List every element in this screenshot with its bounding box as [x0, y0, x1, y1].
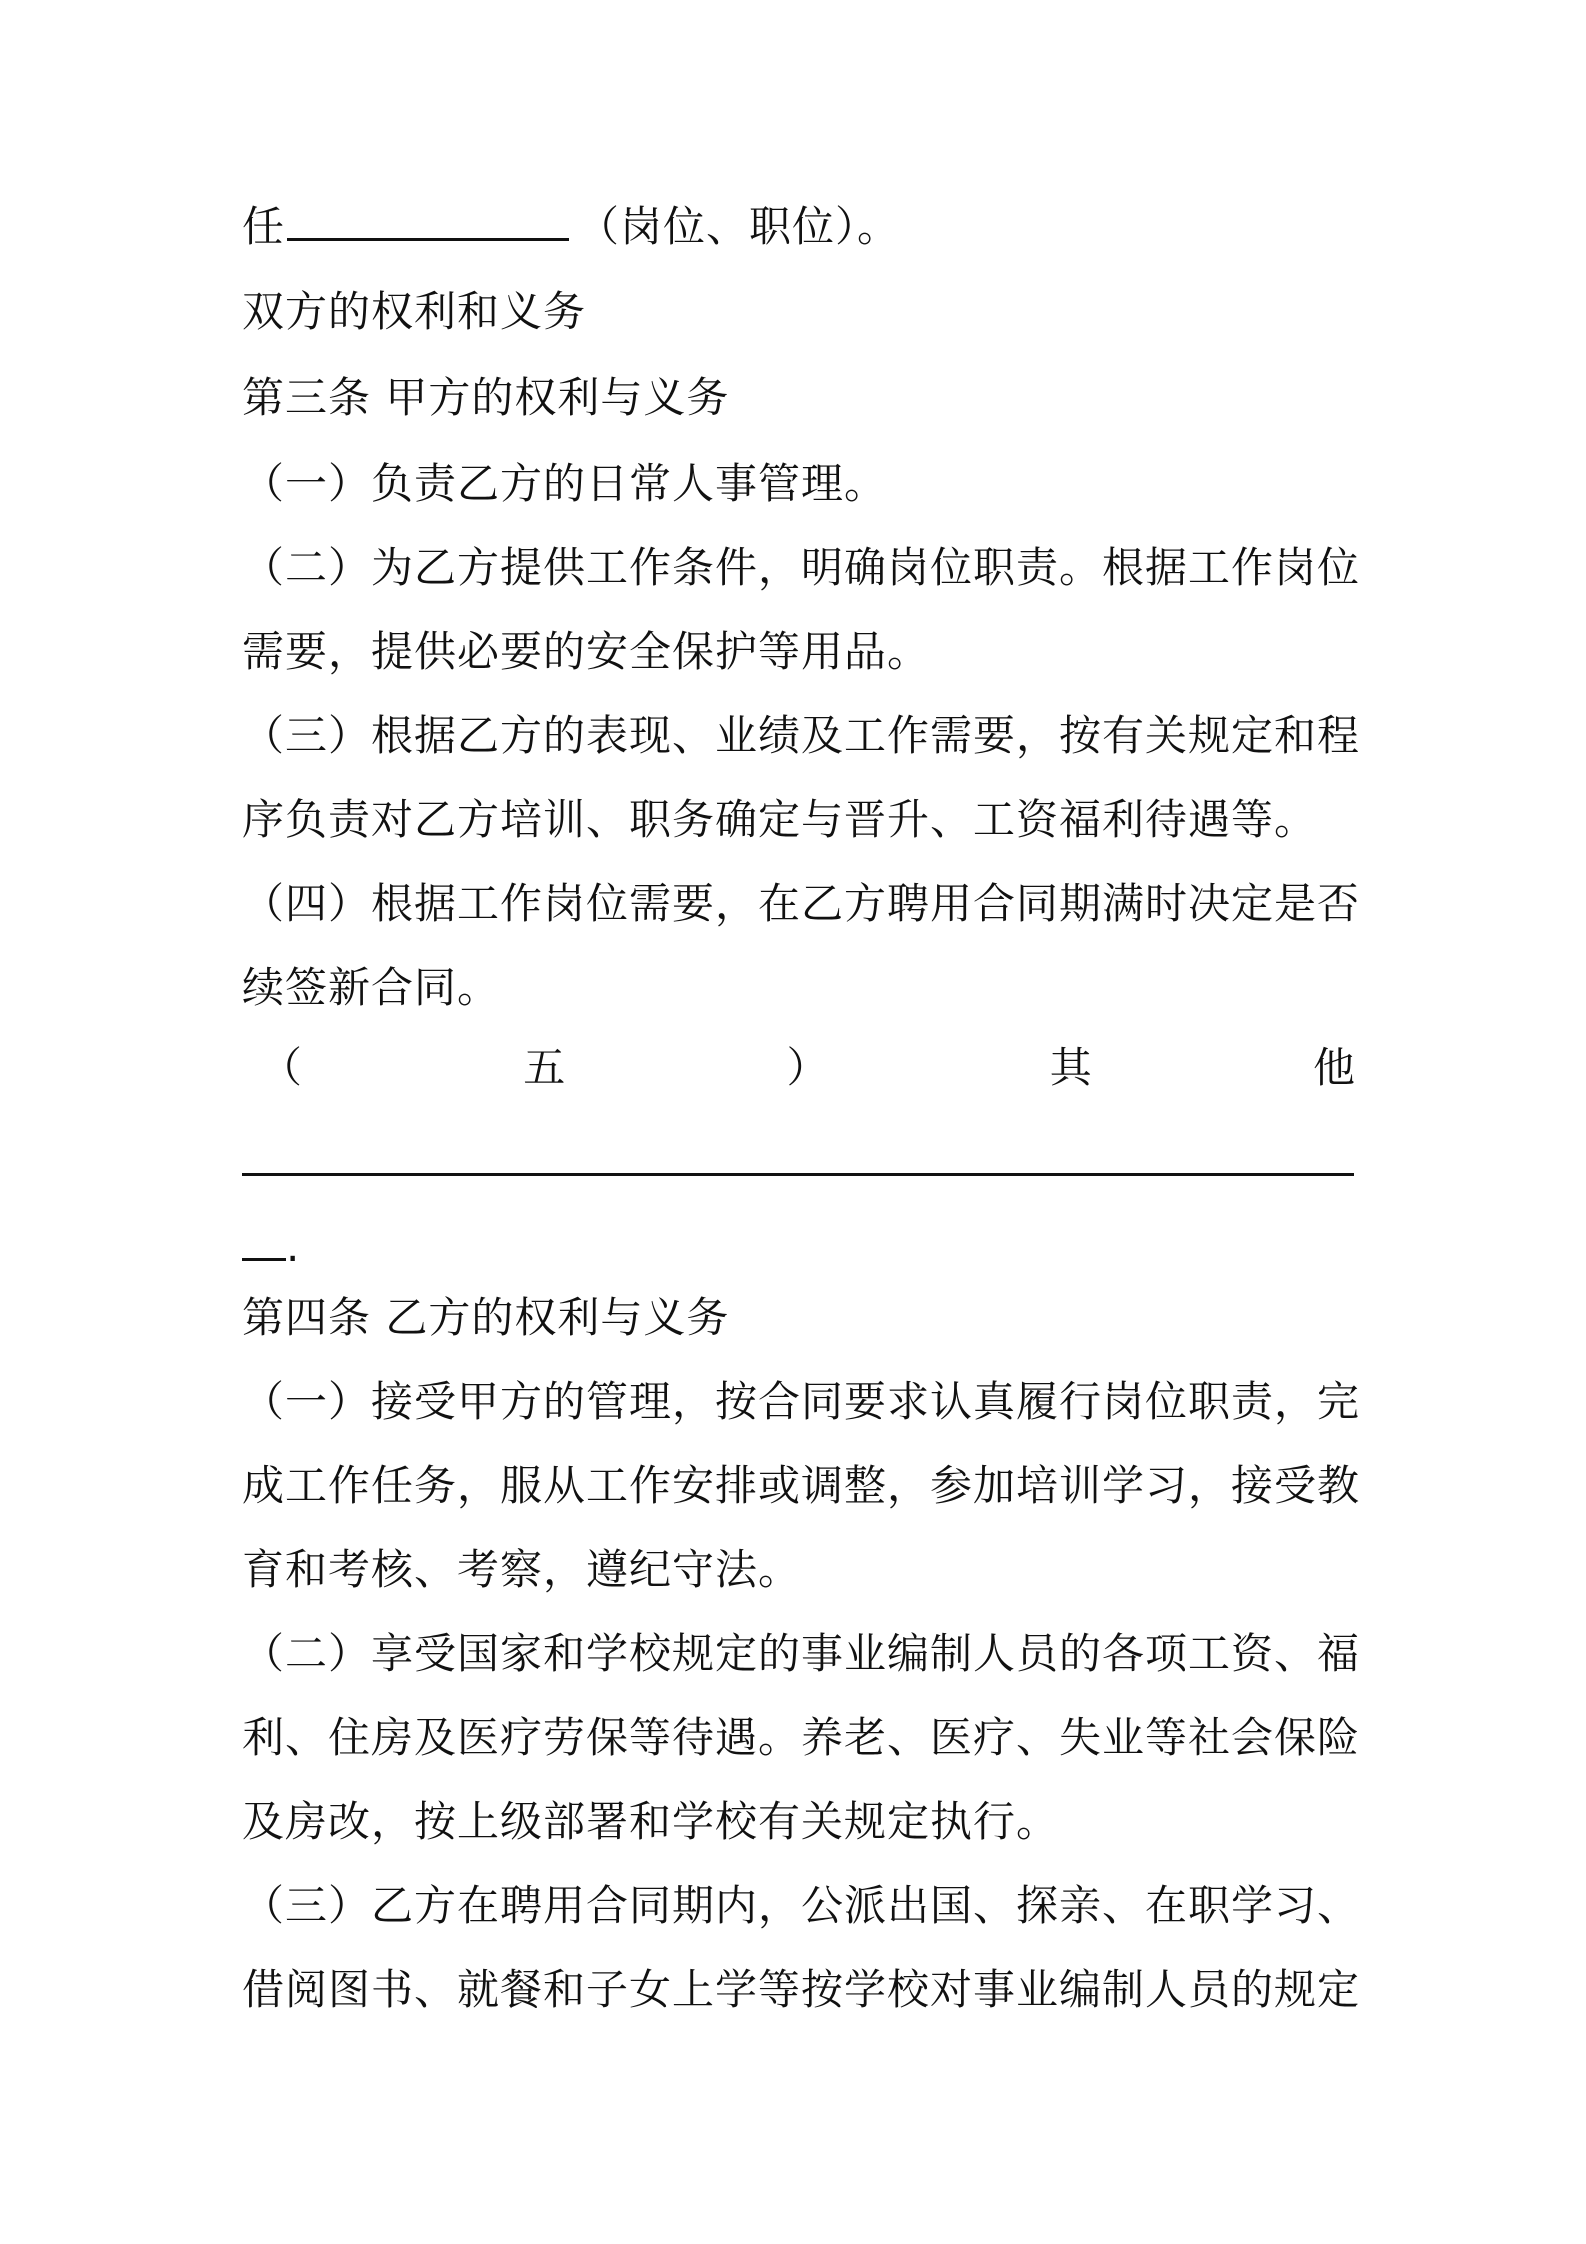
item5-char: ） [786, 1043, 830, 1092]
article4-item1-line3: 育和考核、考察，遵纪守法。 [242, 1545, 802, 1594]
article3-item3-line2: 序负责对乙方培训、职务确定与晋升、工资福利待遇等。 [242, 795, 1318, 844]
article4-item1-line1: （一）接受甲方的管理，按合同要求认真履行岗位职责，完 [242, 1377, 1361, 1426]
article3-item2-line1: （二）为乙方提供工作条件，明确岗位职责。根据工作岗位 [242, 543, 1361, 592]
article3-item1: （一）负责乙方的日常人事管理。 [242, 459, 888, 508]
article3-item3-line1: （三）根据乙方的表现、业绩及工作需要，按有关规定和程 [242, 711, 1361, 760]
article3-item2-line2: 需要，提供必要的安全保护等用品。 [242, 627, 931, 676]
article4-item2-line2: 利、住房及医疗劳保等待遇。养老、医疗、失业等社会保险 [242, 1713, 1361, 1762]
other-fill-in-end [242, 1218, 299, 1274]
article3-title: 第三条 甲方的权利与义务 [242, 373, 730, 422]
item5-char: （ [260, 1043, 304, 1092]
article4-item1-line2: 成工作任务，服从工作安排或调整，参加培训学习，接受教 [242, 1461, 1361, 1510]
position-suffix: （岗位、职位）。 [577, 202, 901, 251]
position-line [242, 198, 1356, 255]
other-fill-in-period: . [286, 1222, 300, 1271]
article4-title: 第四条 乙方的权利与义务 [242, 1293, 730, 1342]
other-fill-in-blank[interactable] [242, 1173, 1354, 1176]
article3-item4-line1: （四）根据工作岗位需要，在乙方聘用合同期满时决定是否 [242, 879, 1361, 928]
other-fill-in-tail[interactable] [242, 1218, 286, 1261]
article4-item2-line1: （二）享受国家和学校规定的事业编制人员的各项工资、福 [242, 1629, 1361, 1678]
position-prefix: 任 [242, 202, 286, 251]
article3-item4-line2: 续签新合同。 [242, 963, 501, 1012]
item5-char: 五 [523, 1043, 567, 1092]
article4-item3-line1: （三）乙方在聘用合同期内，公派出国、探亲、在职学习、 [242, 1881, 1361, 1930]
section-heading: 双方的权利和义务 [242, 287, 587, 336]
article3-item5-line [260, 1040, 1356, 1096]
item5-char: 他 [1312, 1043, 1356, 1092]
position-blank[interactable] [287, 198, 569, 241]
article4-item3-line2: 借阅图书、就餐和子女上学等按学校对事业编制人员的规定 [242, 1965, 1361, 2014]
item5-char: 其 [1049, 1043, 1093, 1092]
article4-item2-line3: 及房改，按上级部署和学校有关规定执行。 [242, 1797, 1060, 1846]
